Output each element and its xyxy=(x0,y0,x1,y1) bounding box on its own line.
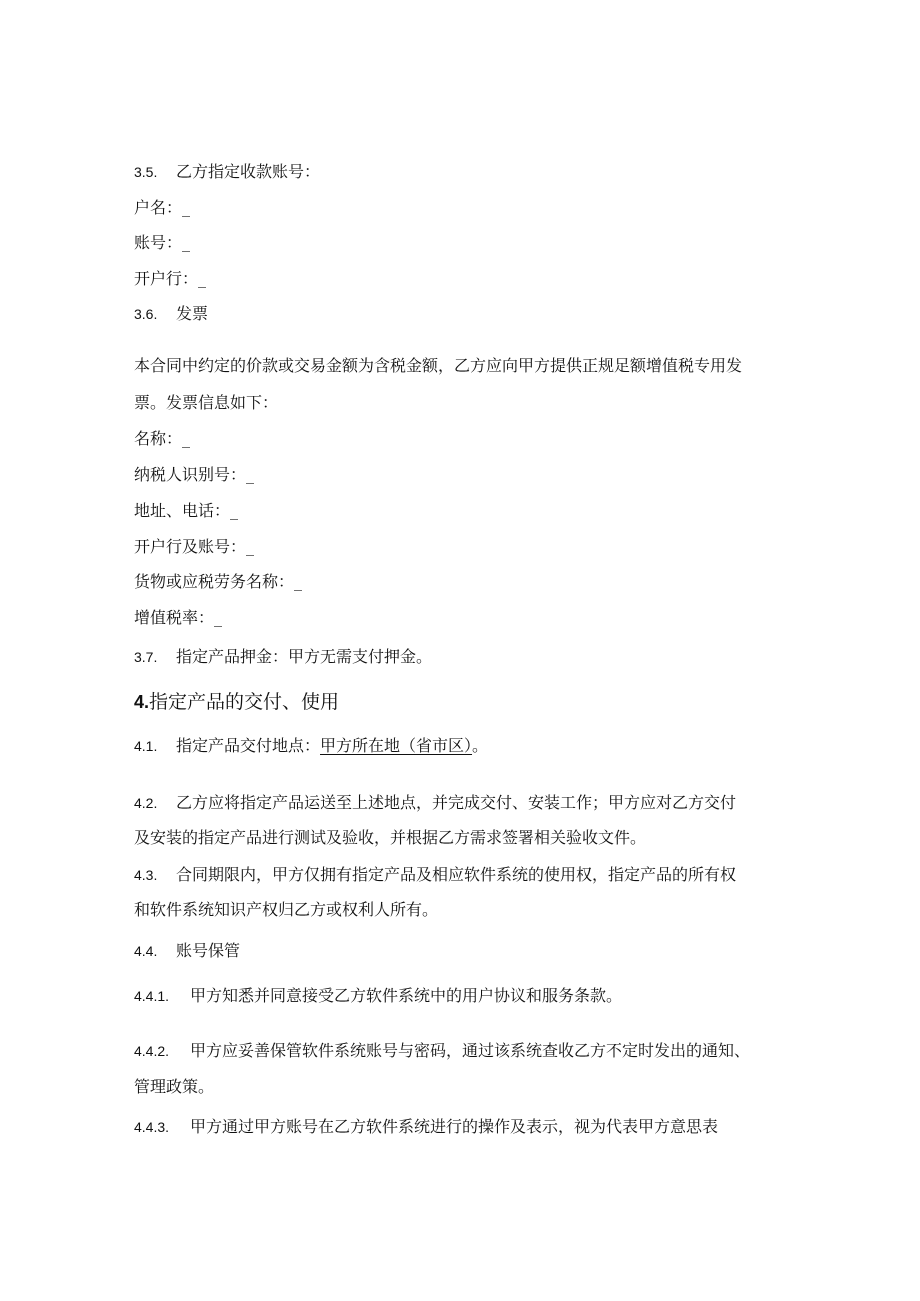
clause-number: 3.5. xyxy=(134,164,158,180)
invoice-paragraph-line-2: 票。发票信息如下： xyxy=(134,393,279,412)
clause-text: 指定产品交付地点： xyxy=(176,736,321,755)
clause-4-3-line-1 xyxy=(134,864,736,886)
clause-4-4 xyxy=(134,940,240,962)
clause-4-2-line-1 xyxy=(134,792,736,814)
account-number-field: 账号：_ xyxy=(134,233,191,252)
invoice-field-bank-account: 开户行及账号：_ xyxy=(134,537,255,556)
clause-4-2-line-2: 及安装的指定产品进行测试及验收，并根据乙方需求签署相关验收文件。 xyxy=(134,828,647,847)
clause-number: 3.7. xyxy=(134,649,158,665)
account-bank-field: 开户行：_ xyxy=(134,269,207,288)
invoice-field-address-phone: 地址、电话：_ xyxy=(134,501,239,520)
invoice-field-name: 名称：_ xyxy=(134,429,191,448)
clause-4-3-line-2: 和软件系统知识产权归乙方或权利人所有。 xyxy=(134,900,439,919)
section-number: 4. xyxy=(134,692,150,712)
clause-text: 指定产品押金：甲方无需支付押金。 xyxy=(176,647,433,666)
clause-number: 4.3. xyxy=(134,867,158,883)
clause-4-4-3 xyxy=(134,1116,718,1138)
clause-text: 乙方指定收款账号： xyxy=(176,162,321,181)
invoice-field-vat-rate: 增值税率：_ xyxy=(134,608,223,627)
clause-text: 发票 xyxy=(176,304,209,323)
clause-text: 乙方应将指定产品运送至上述地点，并完成交付、安装工作；甲方应对乙方交付 xyxy=(176,793,737,812)
clause-number: 4.4. xyxy=(134,943,158,959)
section-4-heading xyxy=(134,689,339,715)
clause-3-7 xyxy=(134,646,432,668)
clause-4-4-1 xyxy=(134,985,622,1007)
account-name-field: 户名：_ xyxy=(134,198,191,217)
clause-3-5 xyxy=(134,161,320,183)
delivery-location: 甲方所在地（省市区） xyxy=(320,736,473,755)
clause-text: 甲方通过甲方账号在乙方软件系统进行的操作及表示，视为代表甲方意思表 xyxy=(190,1117,719,1136)
clause-number: 4.4.1. xyxy=(134,988,170,1004)
clause-text: 甲方知悉并同意接受乙方软件系统中的用户协议和服务条款。 xyxy=(190,986,623,1005)
clause-number: 4.1. xyxy=(134,738,158,754)
clause-text: 账号保管 xyxy=(176,941,241,960)
clause-end: 。 xyxy=(472,736,489,755)
clause-number: 3.6. xyxy=(134,306,158,322)
clause-text: 甲方应妥善保管软件系统账号与密码，通过该系统查收乙方不定时发出的通知、 xyxy=(190,1041,751,1060)
section-title: 指定产品的交付、使用 xyxy=(149,691,340,713)
invoice-field-goods-name: 货物或应税劳务名称：_ xyxy=(134,572,303,591)
invoice-field-taxpayer-id: 纳税人识别号：_ xyxy=(134,465,255,484)
invoice-paragraph-line-1: 本合同中约定的价款或交易金额为含税金额，乙方应向甲方提供正规足额增值税专用发 xyxy=(134,356,743,375)
clause-4-1 xyxy=(134,735,488,757)
clause-4-4-2-line-2: 管理政策。 xyxy=(134,1077,215,1096)
clause-number: 4.4.3. xyxy=(134,1119,170,1135)
clause-text: 合同期限内，甲方仅拥有指定产品及相应软件系统的使用权，指定产品的所有权 xyxy=(176,865,737,884)
clause-number: 4.4.2. xyxy=(134,1043,170,1059)
clause-4-4-2-line-1 xyxy=(134,1040,750,1062)
clause-number: 4.2. xyxy=(134,795,158,811)
clause-3-6 xyxy=(134,303,208,325)
